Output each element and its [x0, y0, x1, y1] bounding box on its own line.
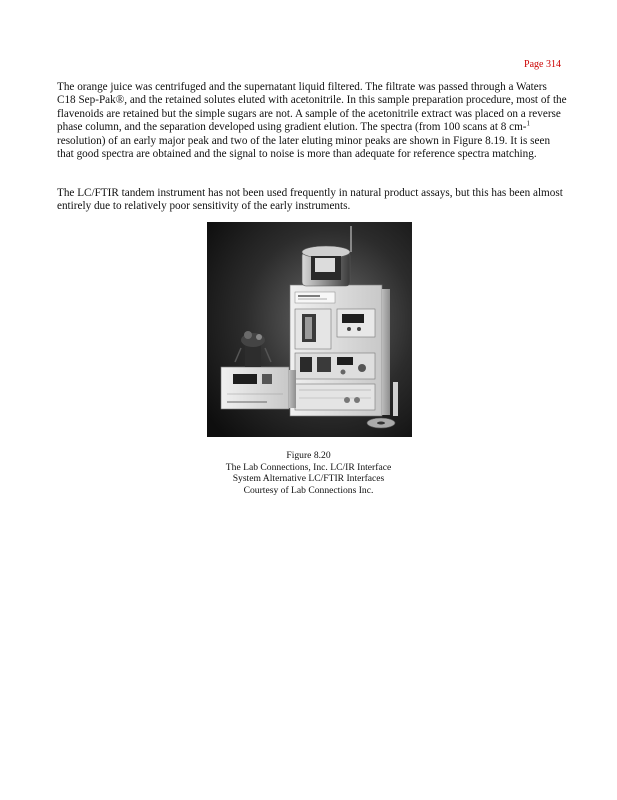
caption-line: Courtesy of Lab Connections Inc. — [243, 484, 374, 496]
page-number: Page 314 — [524, 59, 561, 70]
caption-line: Figure 8.20 — [286, 450, 331, 461]
paragraph-1-text: The orange juice was centrifuged and the supernatant liquid filtered. The filtrate was passed through a Waters C18 Sep-Pak®, and the retained solutes eluted with acetonitrile. In this sample preparation procedure, most of the flavenoids are retained but the simple sugars are not. A sample of the acetonitrile extract was placed on a reverse phase column, and the separation developed using gradient elution. The spectra (from 100 scans at 8 cm- — [57, 81, 567, 134]
figure-caption — [0, 450, 617, 496]
caption-line: System Alternative LC/FTIR Interfaces — [232, 473, 385, 484]
figure-photo — [207, 222, 412, 437]
paragraph-1-text-continued: resolution) of an early major peak and two of the later eluting minor peaks are shown in Figure 8.19. It is seen that good spectra are obtained and the signal to noise is more than adequate for reference spectra matching. — [57, 134, 551, 161]
paragraph-2: The LC/FTIR tandem instrument has not been used frequently in natural product assays, but this has been almost entirely due to relatively poor sensitivity of the early instruments. — [57, 187, 563, 213]
caption-line: The Lab Connections, Inc. LC/IR Interface — [225, 461, 392, 473]
paragraph-1 — [57, 81, 567, 161]
superscript: 1 — [526, 119, 531, 128]
